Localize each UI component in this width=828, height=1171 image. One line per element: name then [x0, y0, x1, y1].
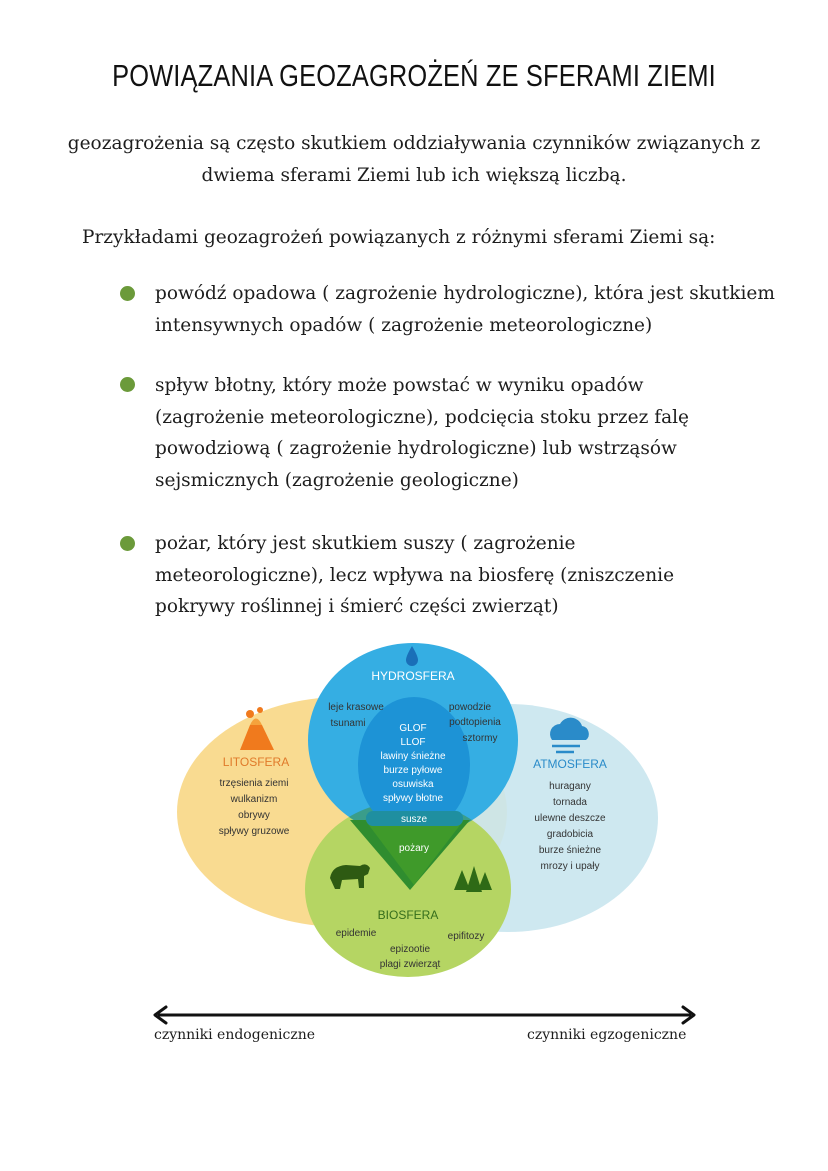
center-item: osuwiska	[392, 779, 434, 790]
litosfera-item: wulkanizm	[230, 794, 278, 805]
atmosfera-item: huragany	[549, 781, 591, 792]
hydro-atmo-item: powodzie	[448, 702, 492, 713]
bullet-dot-2	[120, 377, 135, 392]
bullet-dot-3	[120, 536, 135, 551]
hydro-atmo-item: sztormy	[462, 733, 498, 744]
litosfera-item: obrywy	[238, 810, 270, 821]
atmosfera-item: ulewne deszcze	[534, 813, 606, 824]
biosfera-item: epifitozy	[447, 931, 485, 942]
lito-hydro-item: tsunami	[330, 718, 366, 729]
litosfera-title: LITOSFERA	[222, 755, 290, 769]
litosfera-item: trzęsienia ziemi	[219, 778, 289, 789]
bullet-dot-1	[120, 286, 135, 301]
atmosfera-item: mrozy i upały	[540, 861, 600, 872]
hydrosfera-title: HYDROSFERA	[371, 669, 455, 683]
fire-label: pożary	[398, 843, 430, 854]
intro-text: geozagrożenia są często skutkiem oddziaływania czynników związanych z dwiema sferami Ziemi lub ich większą liczbą.	[67, 133, 761, 186]
atmosfera-item: burze śnieżne	[538, 845, 602, 856]
endo-exo-arrow	[152, 1004, 697, 1026]
atmosfera-title: ATMOSFERA	[533, 757, 607, 771]
biosfera-item: epidemie	[335, 928, 377, 939]
center-item: burze pyłowe	[383, 765, 443, 776]
page-title: POWIĄZANIA GEOZAGROŻEŃ ZE SFERAMI ZIEMI	[112, 58, 716, 93]
atmosfera-item: gradobicia	[546, 829, 594, 840]
endogenous-label: czynniki endogeniczne	[154, 1027, 315, 1043]
lead-text: Przykładami geozagrożeń powiązanych z różnymi sferami Ziemi są:	[82, 227, 716, 248]
bullet-item-1: powódź opadowa ( zagrożenie hydrologiczne), która jest skutkiem intensywnych opadów ( zagrożenie meteorologiczne)	[155, 283, 775, 336]
center-item: lawiny śnieżne	[380, 751, 446, 762]
drought-label: susze	[400, 814, 428, 825]
exogenous-label: czynniki egzogeniczne	[527, 1027, 687, 1043]
hydro-atmo-item: podtopienia	[449, 717, 501, 728]
biosfera-item: epizootie	[389, 944, 431, 955]
biosfera-title: BIOSFERA	[377, 908, 439, 922]
litosfera-item: spływy gruzowe	[218, 826, 290, 837]
center-item: LLOF	[400, 737, 426, 748]
center-item: spływy błotne	[382, 793, 444, 804]
spheres-venn-diagram	[170, 640, 670, 980]
lito-hydro-item: leje krasowe	[328, 702, 384, 713]
bullet-item-2: spływ błotny, który może powstać w wyniku opadów (zagrożenie meteorologiczne), podcięcia stoku przez falę powodziową ( zagrożenie hydrologiczne) lub wstrząsów sejsmicznych (zagrożenie geologiczne)	[155, 375, 689, 491]
center-item: GLOF	[399, 723, 427, 734]
bullet-item-3: pożar, który jest skutkiem suszy ( zagrożenie meteorologiczne), lecz wpływa na biosferę (zniszczenie pokrywy roślinnej i śmierć części zwierząt)	[155, 533, 675, 617]
biosfera-item: plagi zwierząt	[379, 959, 441, 970]
atmosfera-item: tornada	[553, 797, 587, 808]
